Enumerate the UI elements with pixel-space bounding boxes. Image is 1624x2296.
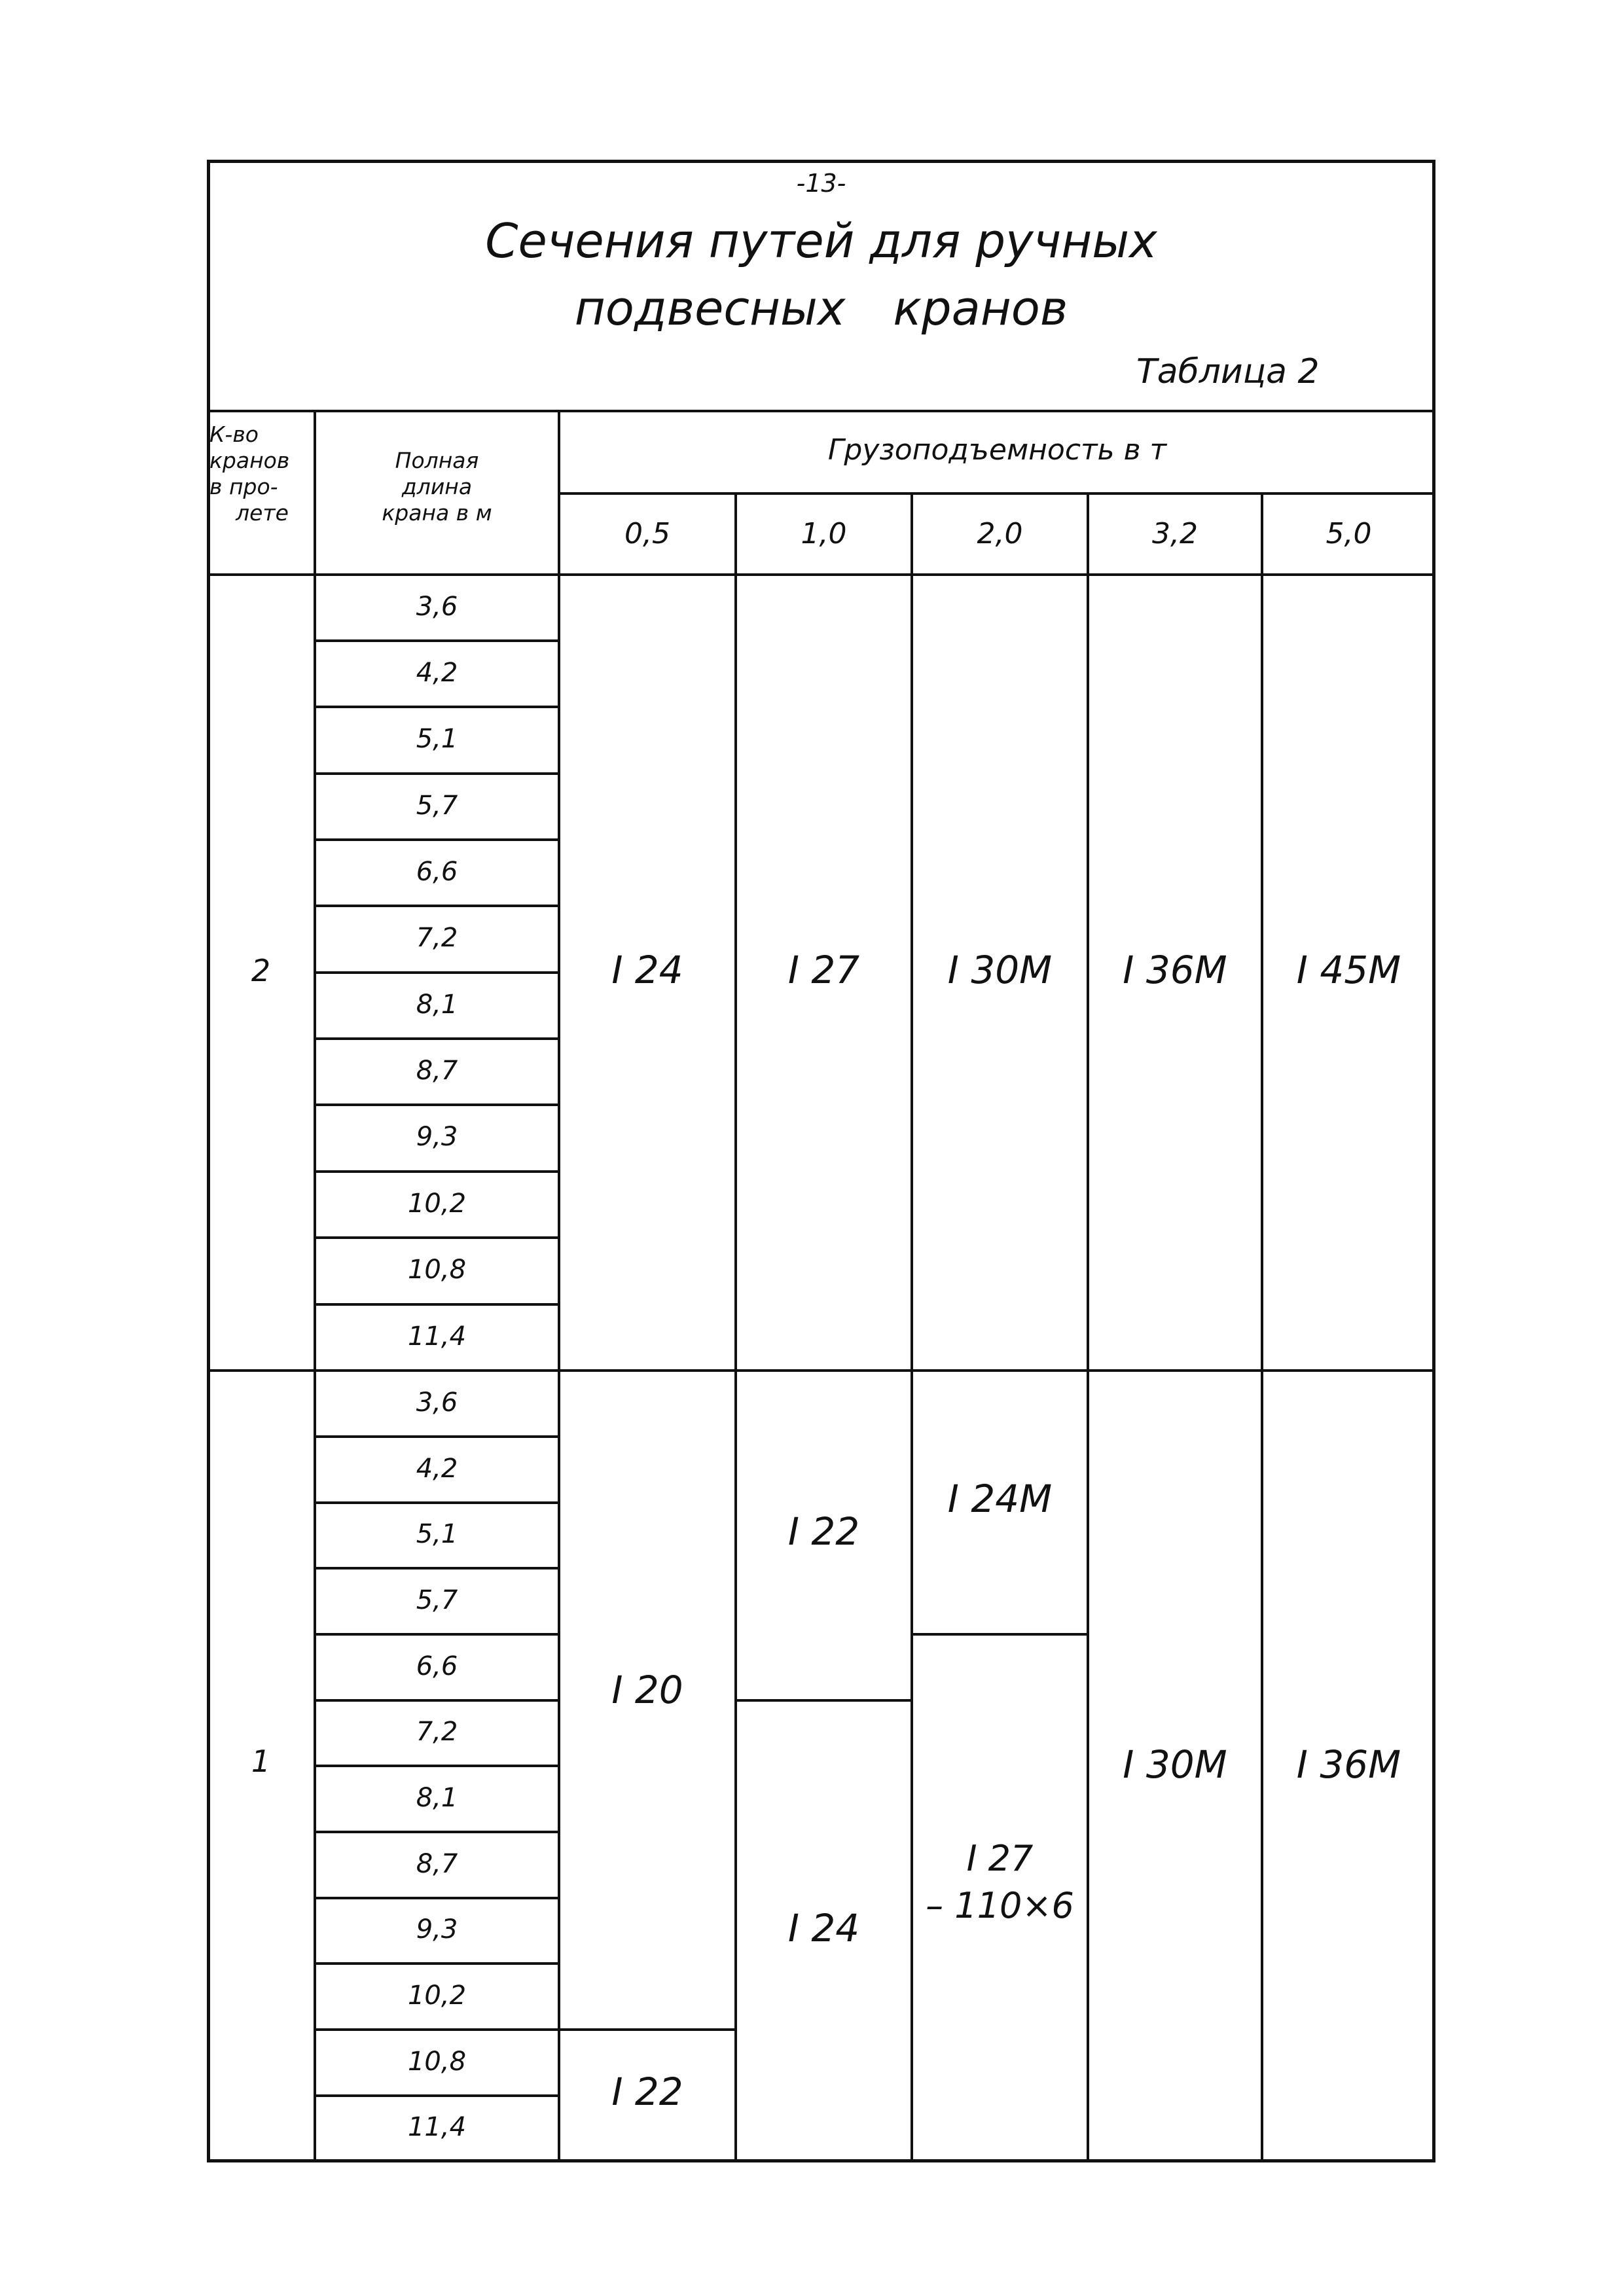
header-count [209, 422, 314, 526]
section-1-cap-32: I 30М [1123, 1742, 1227, 1787]
length-cell: 4,2 [416, 658, 458, 688]
page-title-line-2: подвесных кранов [574, 281, 1068, 336]
capacity-value: 1,0 [801, 517, 847, 550]
header-length-line-1: Полная [395, 448, 479, 473]
section-2-cap-32: I 36М [1123, 948, 1227, 992]
length-cell: 11,4 [407, 1321, 467, 1352]
capacity-value: 5,0 [1326, 517, 1372, 550]
capacity-value: 0,5 [624, 517, 670, 550]
length-cell: 4,2 [416, 1454, 458, 1484]
length-cell: 7,2 [416, 923, 458, 953]
length-cell: 3,6 [416, 592, 458, 622]
header-length-line-3: крана в м [382, 500, 492, 526]
length-cell: 8,7 [416, 1056, 458, 1086]
header-count-line-4: лете [236, 500, 289, 526]
length-cell: 10,8 [407, 2047, 467, 2077]
capacity-value: 3,2 [1152, 517, 1198, 550]
page-title-line-1: Сечения путей для ручных [485, 213, 1157, 268]
crane-count-1: 1 [251, 1744, 271, 1779]
length-cell: 8,1 [416, 990, 458, 1020]
length-cell: 11,4 [407, 2112, 467, 2142]
section-1-cap-50: I 36М [1296, 1742, 1401, 1787]
length-cell: 9,3 [416, 1914, 458, 1945]
section-2-cap-20: I 30М [947, 948, 1053, 992]
length-cell: 8,7 [416, 1849, 458, 1879]
section-1-cap-05-upper: I 20 [611, 1668, 683, 1712]
page-number: -13- [796, 169, 846, 198]
header-length-line-2: длина [401, 474, 473, 499]
header-capacity: Грузоподъемность в т [827, 433, 1167, 467]
length-cell: 6,6 [416, 1651, 458, 1681]
length-cell: 5,1 [416, 724, 458, 754]
header-length [315, 448, 559, 526]
section-1-cap-10-upper: I 22 [787, 1509, 860, 1554]
crane-count-2: 2 [251, 953, 271, 988]
table-label: Таблица 2 [1136, 352, 1320, 391]
table-sheet [207, 160, 1435, 2162]
length-cell: 7,2 [416, 1717, 458, 1747]
section-1-cap-20-upper: I 24М [947, 1477, 1053, 1521]
section-2-cap-50: I 45М [1296, 948, 1401, 992]
length-cell: 3,6 [416, 1388, 458, 1418]
header-count-line-1: К-во [209, 422, 259, 447]
length-cell: 10,2 [407, 1189, 467, 1219]
length-cell: 9,3 [416, 1122, 458, 1152]
length-cell: 8,1 [416, 1783, 458, 1813]
section-1-cap-20-lower [912, 1835, 1088, 1929]
section-2-cap-05: I 24 [611, 948, 683, 992]
length-cell: 10,8 [407, 1255, 467, 1285]
section-1-cap-20-lower-line-1: I 27 [966, 1838, 1034, 1879]
header-count-line-3: в про- [209, 474, 278, 499]
section-1-cap-05-lower: I 22 [611, 2070, 683, 2114]
section-2-cap-10: I 27 [787, 948, 860, 992]
header-count-line-2: кранов [209, 448, 290, 473]
length-cell: 5,7 [416, 791, 458, 821]
length-cell: 5,1 [416, 1519, 458, 1549]
section-1-cap-10-lower: I 24 [787, 1906, 860, 1950]
section-1-cap-20-lower-line-2: – 110×6 [926, 1885, 1074, 1926]
length-cell: 6,6 [416, 857, 458, 887]
length-cell: 10,2 [407, 1981, 467, 2011]
capacity-value: 2,0 [977, 517, 1023, 550]
length-cell: 5,7 [416, 1585, 458, 1615]
